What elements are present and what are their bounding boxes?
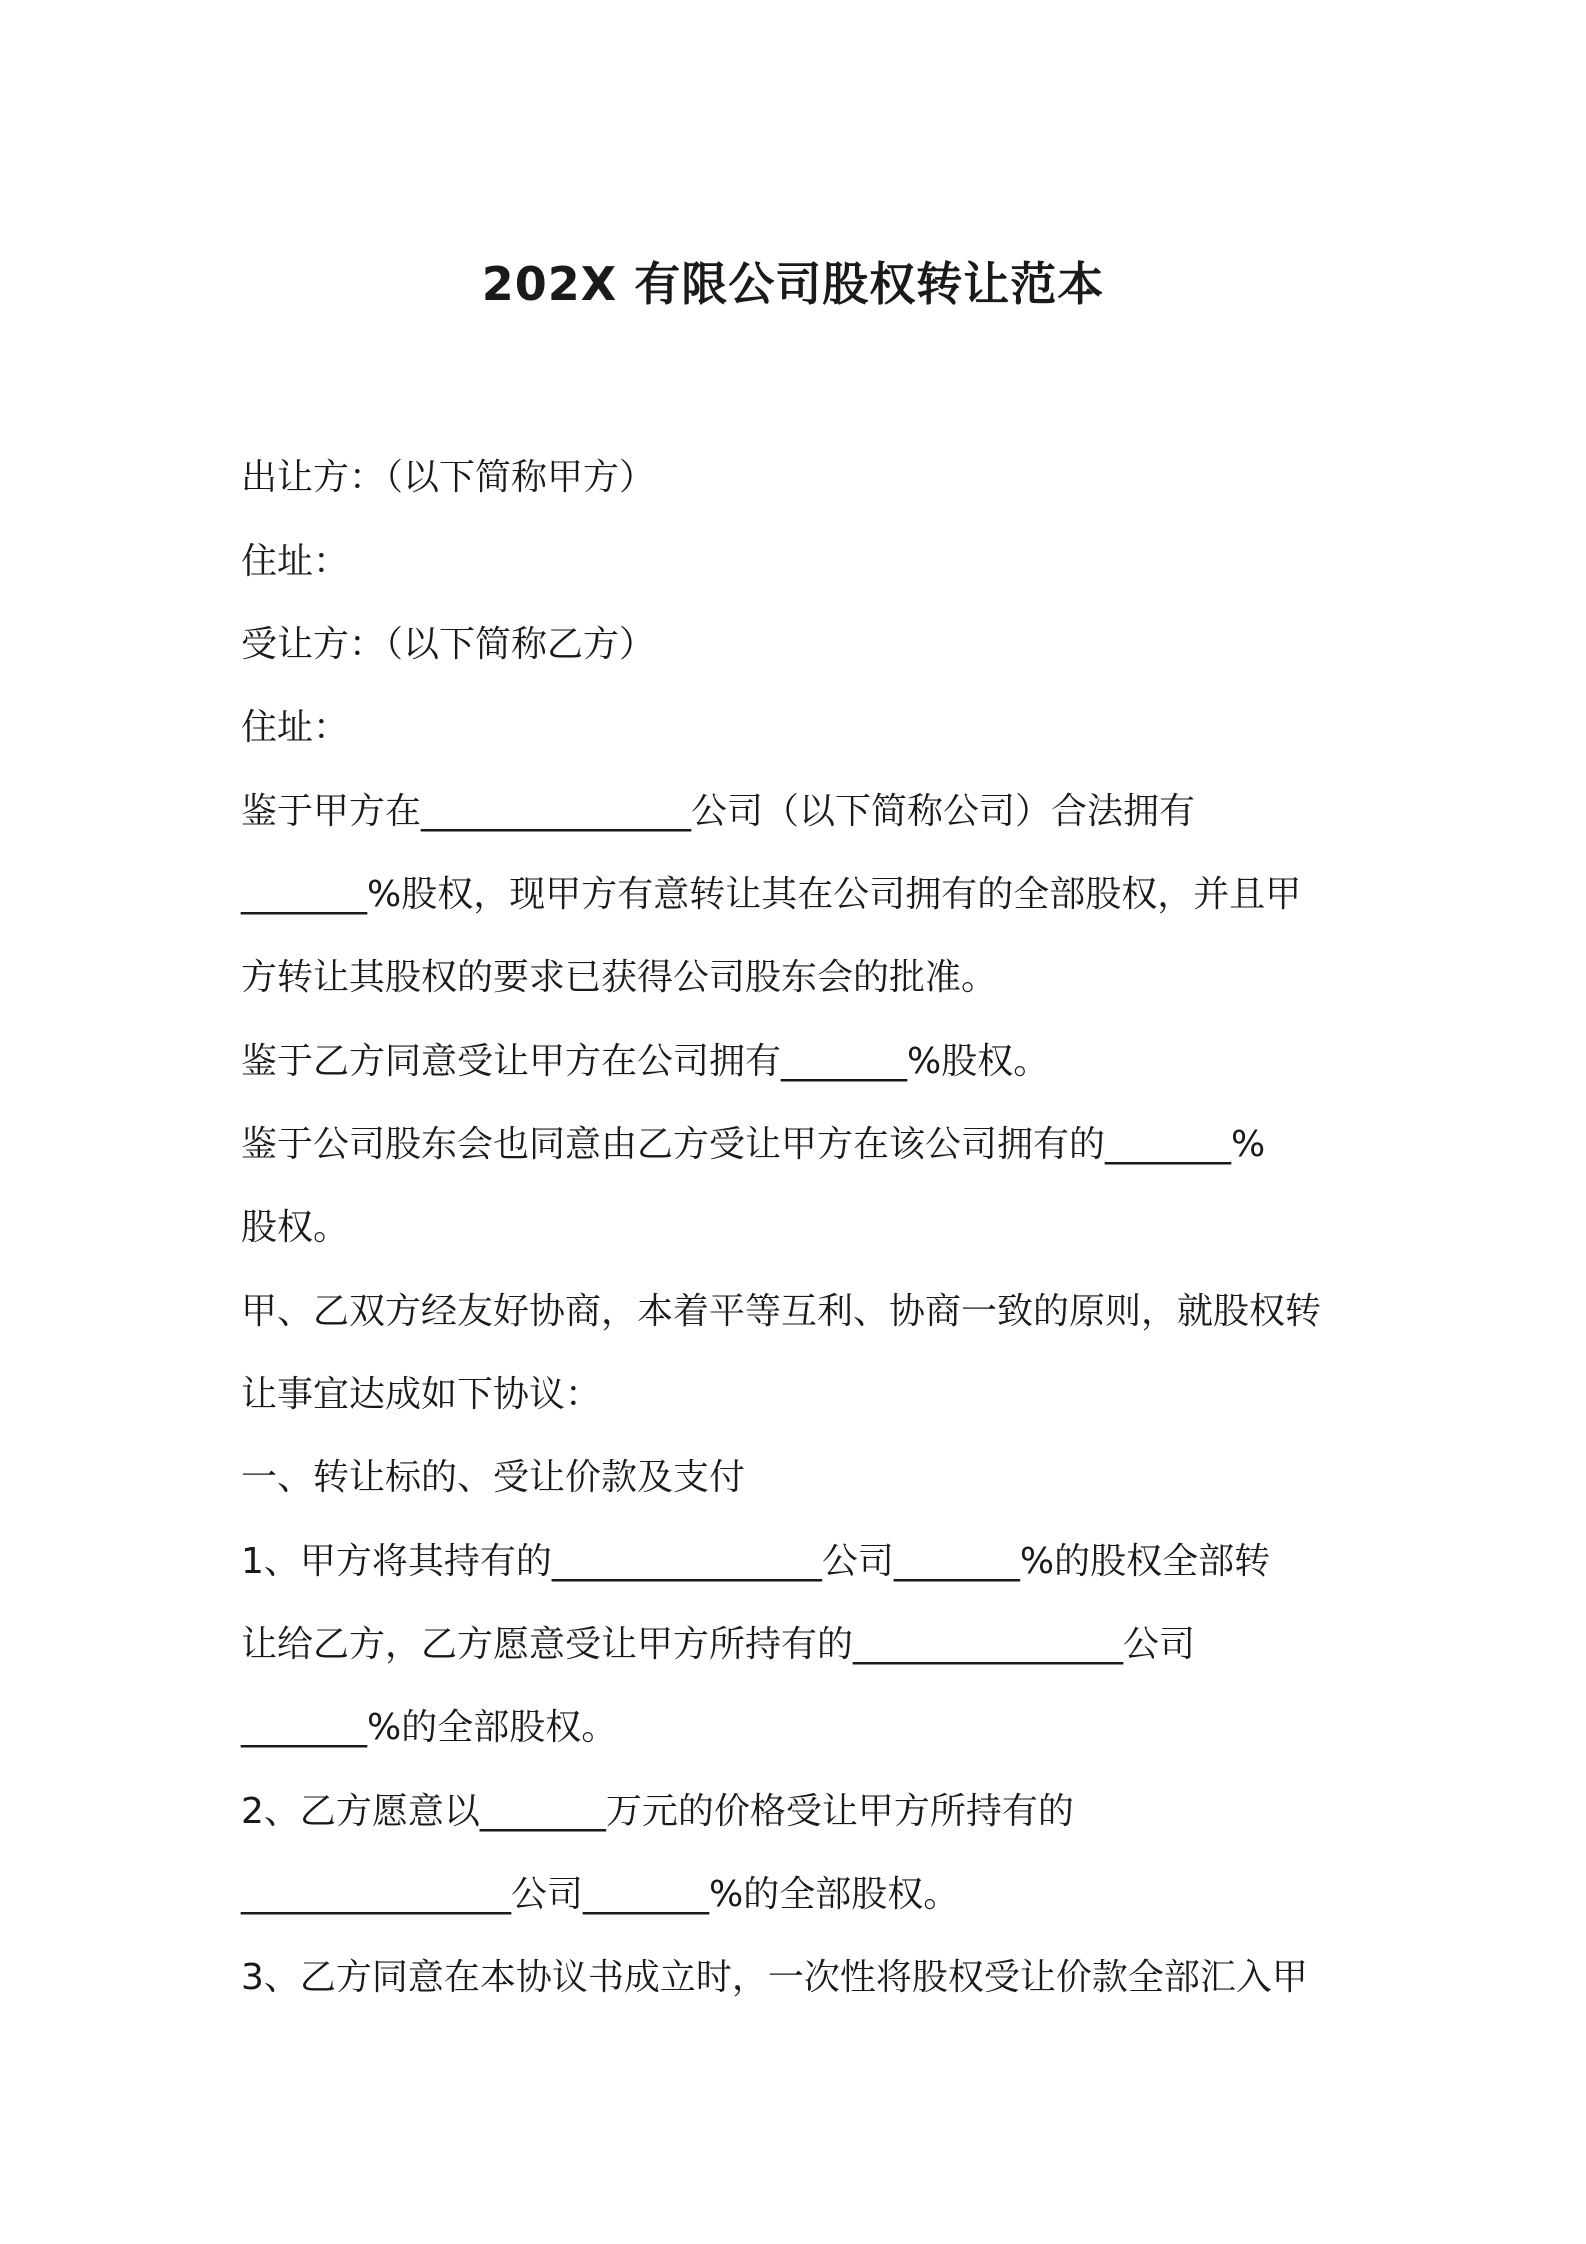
- text-line: 鉴于公司股东会也同意由乙方受让甲方在该公司拥有的_______%: [241, 1124, 1266, 1165]
- text-line: 股权。: [241, 1207, 350, 1248]
- text-line: 1、甲方将其持有的_______________公司_______%的股权全部转: [241, 1541, 1271, 1582]
- text-line: _______%股权，现甲方有意转让其在公司拥有的全部股权，并且甲: [241, 874, 1302, 915]
- text-line: 鉴于乙方同意受让甲方在公司拥有_______%股权。: [241, 1041, 1050, 1082]
- text-line: 住址：: [241, 541, 350, 582]
- text-line: 出让方：（以下简称甲方）: [241, 457, 656, 498]
- text-line: _______%的全部股权。: [241, 1707, 618, 1748]
- section-heading: 一、转让标的、受让价款及支付: [241, 1457, 746, 1498]
- text-line: 受让方：（以下简称乙方）: [241, 624, 656, 665]
- text-line: 甲、乙双方经友好协商，本着平等互利、协商一致的原则，就股权转: [241, 1291, 1322, 1332]
- text-line: 3、乙方同意在本协议书成立时，一次性将股权受让价款全部汇入甲: [241, 1957, 1308, 1998]
- text-line: 让给乙方，乙方愿意受让甲方所持有的_______________公司: [241, 1624, 1196, 1665]
- text-line: _______________公司_______%的全部股权。: [241, 1874, 960, 1915]
- text-line: 鉴于甲方在_______________公司（以下简称公司）合法拥有: [241, 791, 1196, 832]
- text-line: 2、乙方愿意以_______万元的价格受让甲方所持有的: [241, 1791, 1074, 1832]
- text-line: 让事宜达成如下协议：: [241, 1374, 602, 1415]
- document-title: 202X 有限公司股权转让范本: [481, 257, 1105, 311]
- text-line: 方转让其股权的要求已获得公司股东会的批准。: [241, 957, 998, 998]
- text-line: 住址：: [241, 707, 350, 748]
